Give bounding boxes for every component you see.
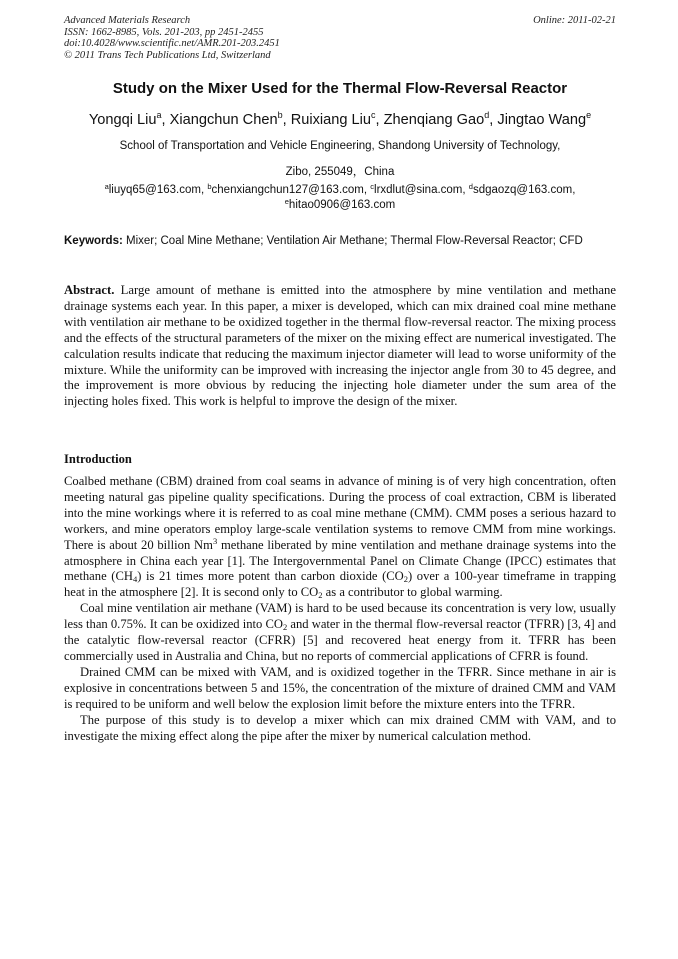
doi-line[interactable]: doi:10.4028/www.scientific.net/AMR.201-203.2451 bbox=[64, 38, 280, 50]
affiliation-line-1: School of Transportation and Vehicle Engineering, Shandong University of Technology, bbox=[119, 140, 561, 152]
author-mark: c bbox=[371, 110, 376, 120]
superscript: 3 bbox=[212, 535, 218, 546]
email-address[interactable]: lrxdlut@sina.com bbox=[374, 184, 463, 196]
paragraph-text: and water in the thermal flow-reversal reactor (TFRR) [3, 4] and the catalytic flow-reversal reactor (CFRR) [5] and recovered heat energy from it. TFRR has been commercially used in Australia and China, but no reports of commercial applications of CFRR is found. bbox=[64, 617, 616, 663]
paragraph-text: ) is 21 times more potent than carbon dioxide (CO bbox=[137, 569, 404, 584]
author-mark: e bbox=[586, 110, 592, 120]
email-mark: a bbox=[104, 182, 109, 191]
author-mark: d bbox=[484, 110, 490, 120]
email-address[interactable]: hitao0906@163.com bbox=[288, 198, 396, 211]
author-name: Zhenqiang Gao bbox=[383, 112, 485, 128]
section-heading-introduction: Introduction bbox=[64, 452, 132, 466]
paragraph bbox=[64, 474, 616, 601]
subscript: 2 bbox=[282, 622, 288, 633]
author-list: Yongqi Liu$^a$, Xiangchun Chen$^b$, Ruixiang Liu$^c$, Zhenqiang Gao$^d$, Jingtao Wang$^e$ bbox=[88, 110, 592, 128]
paragraph-text: methane liberated by mine ventilation and methane drainage systems into the atmosphere in China each year [1]. The Intergovernmental Panel on Climate Change (IPCC) estimates that methane (CH bbox=[64, 537, 616, 584]
abstract-block bbox=[64, 283, 616, 410]
paragraph-text: ) over a 100-year timeframe in trapping heat in the atmosphere [2]. It is second only to CO bbox=[64, 569, 616, 600]
author-name: Jingtao Wang bbox=[497, 112, 587, 128]
issn-line: ISSN: 1662-8985, Vols. 201-203, pp 2451-2455 bbox=[64, 26, 264, 38]
paragraph-text: Coal mine ventilation air methane (VAM) is hard to be used because its concentration is very low, usually less than 0.75%. It can be oxidized into CO bbox=[64, 601, 616, 632]
paragraph-text: Coalbed methane (CBM) drained from coal seams in advance of mining is of very high concentration, often meeting natural gas pipeline quality specifications. During the process of coal extraction, CBM is liberated into the mine workings where it is referred to as coal mine methane (CMM). CMM poses a serious hazard to workers, and mine operators employ large-scale ventilation systems to remove CMM from mine workings. There is about 20 billion Nm bbox=[64, 474, 616, 552]
email-mark: c bbox=[370, 182, 375, 191]
keywords-block bbox=[64, 234, 616, 249]
email-mark: d bbox=[468, 182, 473, 191]
subscript: 2 bbox=[403, 574, 409, 585]
paper-title: Study on the Mixer Used for the Thermal Flow-Reversal Reactor bbox=[112, 80, 568, 97]
keywords-text: Mixer; Coal Mine Methane; Ventilation Air Methane; Thermal Flow-Reversal Reactor; CFD bbox=[126, 235, 583, 247]
email-list: $^a$liuyq65@163.com, $^b$chenxiangchun127@163.com, $^c$lrxdlut@sina.com, $^d$sdgaozq@163.com, $^e$hitao0906@163.com bbox=[104, 182, 576, 211]
author-mark: b bbox=[277, 110, 283, 120]
paragraph: The purpose of this study is to develop a mixer which can mix drained CMM with VAM, and to investigate the mixing effect along the pipe after the mixer by numerical calculation method. bbox=[64, 712, 616, 743]
online-date: Online: 2011-02-21 bbox=[533, 15, 616, 26]
author-mark: a bbox=[156, 110, 162, 120]
subscript: 2 bbox=[318, 590, 323, 601]
abstract-label: Abstract. bbox=[64, 283, 115, 297]
email-mark: e bbox=[284, 196, 289, 206]
subscript: 4 bbox=[132, 574, 138, 585]
email-address[interactable]: chenxiangchun127@163.com bbox=[211, 184, 364, 196]
email-mark: b bbox=[207, 182, 212, 191]
author-name: Yongqi Liu bbox=[88, 112, 157, 128]
author-name: Ruixiang Liu bbox=[290, 112, 372, 128]
email-address[interactable]: sdgaozq@163.com bbox=[472, 184, 573, 196]
paragraph bbox=[64, 601, 616, 665]
paragraph-text: as a contributor to global warming. bbox=[322, 585, 503, 600]
author-name: Xiangchun Chen bbox=[169, 112, 278, 128]
abstract-text: Large amount of methane is emitted into the atmosphere by mine ventilation and methane drainage systems each year. In this paper, a mixer is developed, which can mix drained coal mine methane with ventilation air methane to be oxidized together in the thermal flow-reversal reactor. The mixing process and the effects of the structural parameters of the mixer on the mixing effect are numerical investigated. The calculation results indicate that reducing the maximum injector diameter will lead to worse uniformity of the mixture. While the uniformity can be improved with increasing the injector angle from 30 to 45 degree, and the improvement is more obvious by reducing the injecting hole diameter under the sum area of the injecting holes fixed. This work is helpful to improve the design of the mixer. bbox=[64, 283, 617, 409]
introduction-body bbox=[64, 474, 616, 744]
affiliation-line-2: Zibo, 255049，China bbox=[285, 166, 395, 178]
paragraph: Drained CMM can be mixed with VAM, and is oxidized together in the TFRR. Since methane in air is explosive in concentrations between 5 and 15%, the concentration of the mixture of drained CMM and VAM is required to be uniform and well below the explosion limit before the mixture enters into the TFRR. bbox=[64, 664, 616, 711]
email-address[interactable]: liuyq65@163.com bbox=[108, 184, 201, 196]
journal-header bbox=[64, 15, 616, 61]
journal-name: Advanced Materials Research bbox=[64, 15, 191, 26]
copyright-line: © 2011 Trans Tech Publications Ltd, Switzerland bbox=[64, 49, 271, 61]
keywords-label: Keywords: bbox=[64, 235, 123, 247]
